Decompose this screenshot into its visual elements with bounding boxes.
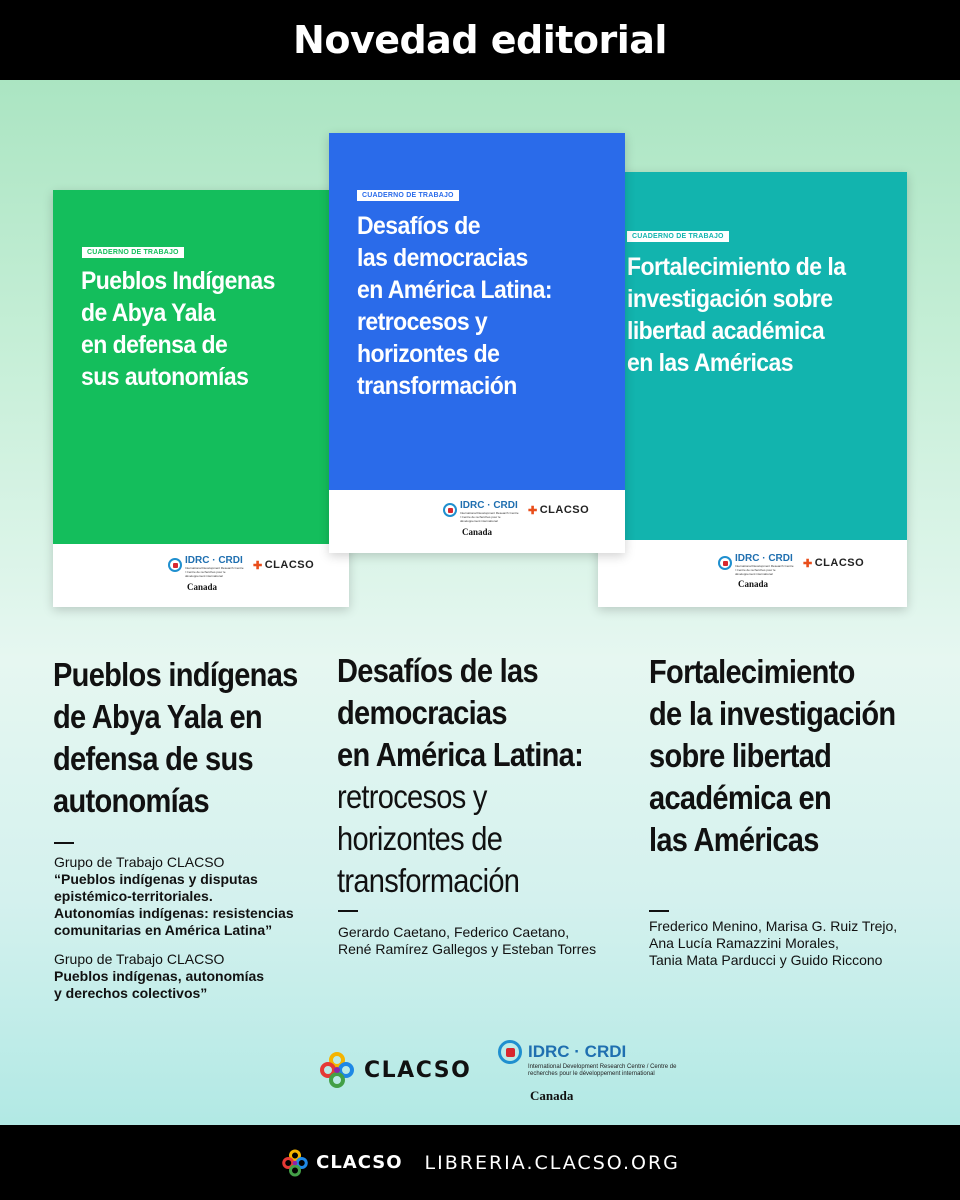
cover-title: Pueblos Indígenas de Abya Yala en defensa de sus autonomías [81, 267, 275, 391]
header-title: Novedad editorial [293, 18, 667, 62]
idrc-logo: IDRC · CRDI International Development Research Centre / Centre de recherches pour le développement international Canada [498, 1040, 678, 1104]
footer-clacso-logo[interactable]: CLACSO [280, 1148, 402, 1178]
divider [54, 842, 74, 844]
cover-tag: CUADERNO DE TRABAJO [82, 247, 184, 258]
idrc-logo: IDRC · CRDI International Development Research Centre / Centre de recherches pour le développement international [718, 554, 795, 572]
divider [649, 910, 669, 912]
book-title-fortalecimiento: Fortalecimiento de la investigación sobre libertad académica en las Américas [649, 653, 896, 858]
clacso-logo: ✚ CLACSO [528, 504, 590, 517]
footer-bar [0, 1125, 960, 1200]
idrc-logo: IDRC · CRDI International Development Research Centre / Centre de recherches pour le développement international [168, 556, 245, 574]
cover-tag: CUADERNO DE TRABAJO [357, 190, 459, 201]
authors: Gerardo Caetano, Federico Caetano, René Ramírez Gallegos y Esteban Torres [338, 924, 597, 957]
clacso-mark-icon [280, 1148, 310, 1178]
idrc-mark-icon [498, 1040, 522, 1064]
canada-wordmark: Canada [187, 582, 218, 592]
cover-title: Fortalecimiento de la investigación sobre libertad académica en las Américas [627, 253, 846, 377]
canada-wordmark: Canada [462, 527, 493, 537]
cover-title: Desafíos de las democracias en América Latina: retrocesos y horizontes de transformación [357, 212, 553, 400]
book-cover-pueblos[interactable] [53, 190, 349, 607]
cover-logos [443, 500, 590, 523]
idrc-logo: IDRC · CRDI International Development Research Centre / Centre de recherches pour le développement international [443, 501, 520, 519]
divider [338, 910, 358, 912]
canada-wordmark: Canada [530, 1088, 574, 1103]
book-cover-desafios[interactable] [329, 133, 625, 553]
cover-logos [168, 555, 315, 578]
book-cover-fortalecimiento[interactable] [598, 172, 907, 607]
clacso-logo: ✚ CLACSO [803, 557, 865, 570]
header-bar [0, 0, 960, 80]
clacso-logo: ✚ CLACSO [253, 559, 315, 572]
cover-logos [718, 553, 865, 576]
book-title-desafios: Desafíos de las democracias en América Latina: retrocesos y horizontes de transformación [337, 652, 584, 899]
working-group-credits: Grupo de Trabajo CLACSO “Pueblos indígenas y disputas epistémico-territoriales. Autonomías indígenas: resistencias comunitarias en América Latina” Grupo de Trabajo CLACSO Pueblos indígenas, autonomías y derechos colectivos” [54, 854, 294, 1001]
footer-url-link[interactable]: LIBRERIA.CLACSO.ORG [424, 1151, 680, 1174]
canada-wordmark: Canada [738, 579, 769, 589]
authors: Frederico Menino, Marisa G. Ruiz Trejo, Ana Lucía Ramazzini Morales, Tania Mata Parducci y Guido Riccono [649, 918, 898, 968]
book-title-pueblos: Pueblos indígenas de Abya Yala en defensa de sus autonomías [53, 656, 298, 819]
clacso-mark-icon [318, 1050, 356, 1090]
cover-tag: CUADERNO DE TRABAJO [627, 231, 729, 242]
clacso-logo: CLACSO [318, 1050, 471, 1090]
